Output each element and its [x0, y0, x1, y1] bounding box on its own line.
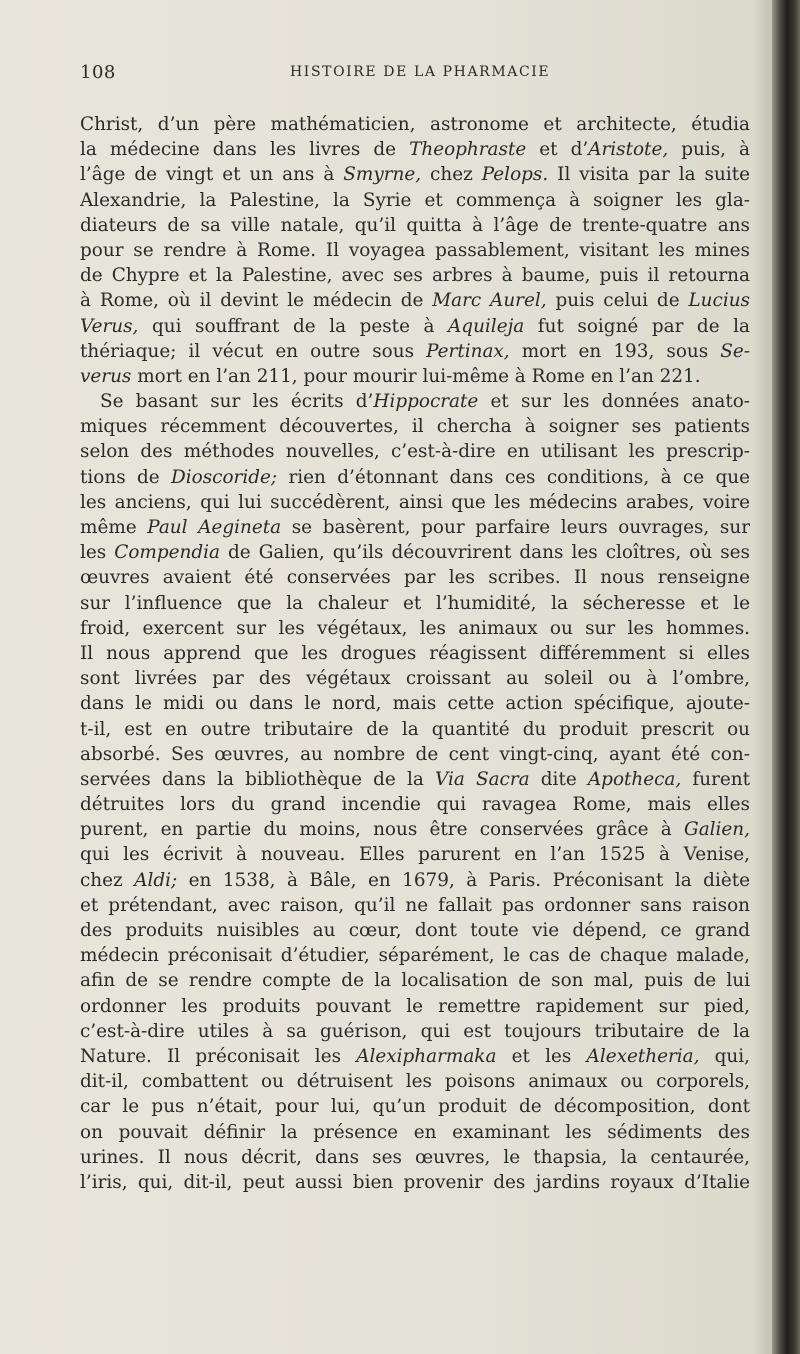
- text-segment: urines. Il nous décrit, dans ses œuvres, le thapsia, la centaurée,: [80, 1146, 750, 1168]
- text-line: [80, 112, 750, 137]
- text-line: [80, 540, 750, 565]
- text-segment: purent, en partie du moins, nous être conservées grâce à: [80, 819, 684, 841]
- text-segment: chez: [421, 164, 482, 186]
- text-segment: à Rome, où il devint le médecin de: [80, 290, 433, 312]
- text-line: [80, 1094, 750, 1119]
- text-segment: des produits nuisibles au cœur, dont toute vie dépend, ce grand: [80, 920, 750, 941]
- text-segment: sur l’influence que la chaleur et l’humidité, la sécheresse et le: [80, 592, 750, 614]
- text-segment: tions de: [80, 466, 172, 488]
- text-segment: dite: [529, 768, 588, 790]
- text-segment: mort en 193, sous: [509, 340, 721, 362]
- italic-name: Se-: [720, 340, 750, 362]
- italic-name: Pertinax,: [426, 340, 510, 362]
- text-line: [80, 616, 750, 641]
- italic-name: Compendia: [114, 542, 220, 564]
- text-segment: chez: [80, 869, 135, 891]
- text-segment: puis celui de: [546, 290, 689, 312]
- book-binding-edge: [772, 0, 800, 1354]
- text-segment: froid, exercent sur les végétaux, les animaux ou sur les hommes.: [80, 617, 750, 639]
- text-line: [80, 288, 750, 313]
- text-segment: afin de se rendre compte de la localisation de son mal, puis de lui: [80, 970, 750, 992]
- text-segment: et les: [496, 1045, 587, 1067]
- text-segment: qui,: [699, 1045, 750, 1067]
- text-segment: et prétendant, avec raison, qu’il ne fallait pas ordonner sans raison: [80, 894, 750, 916]
- text-segment: la médecine dans les livres de: [80, 139, 410, 161]
- text-line: [80, 1120, 750, 1145]
- italic-name: Lucius: [688, 290, 750, 312]
- text-segment: furent: [681, 768, 750, 790]
- text-line: [80, 666, 750, 691]
- text-segment: Alexandrie, la Palestine, la Syrie et commença à soigner les gla-: [80, 189, 750, 211]
- italic-name: Theophraste: [409, 139, 527, 161]
- text-segment: thériaque; il vécut en outre sous: [80, 340, 427, 362]
- italic-name: Aldi;: [134, 869, 178, 891]
- page-header: [80, 62, 750, 88]
- text-segment: les: [80, 542, 115, 564]
- italic-name: Dioscoride;: [171, 466, 278, 488]
- text-line: [80, 817, 750, 842]
- text-segment: Il visita par la suite: [548, 164, 750, 186]
- text-line: [80, 263, 750, 288]
- text-segment: t-il, est en outre tributaire de la quantité du produit prescrit ou: [80, 718, 750, 740]
- text-segment: en 1538, à Bâle, en 1679, à Paris. Préconisant la diète: [177, 869, 750, 891]
- text-segment: ordonner les produits pouvant le remettre rapidement sur pied,: [80, 995, 750, 1017]
- text-line: [80, 641, 750, 666]
- text-segment: Se basant sur les écrits d’: [100, 391, 374, 413]
- text-segment: pour se rendre à Rome. Il voyagea passablement, visitant les mines: [80, 239, 750, 261]
- text-line: [80, 742, 750, 767]
- text-segment: dit-il, combattent ou détruisent les poisons animaux ou corporels,: [80, 1071, 750, 1093]
- text-line: [80, 1145, 750, 1170]
- text-line: [80, 994, 750, 1019]
- text-segment: mort en l’an 211, pour mourir lui-même à Rome en l’an 221.: [131, 365, 701, 387]
- text-segment: on pouvait définir la présence en examinant les sédiments des: [80, 1121, 750, 1143]
- text-segment: absorbé. Ses œuvres, au nombre de cent vingt-cinq, ayant été con-: [80, 743, 750, 765]
- text-line: [80, 414, 750, 439]
- text-segment: puis, à: [668, 139, 750, 161]
- italic-name: Alexetheria,: [586, 1045, 700, 1067]
- page-number: 108: [80, 62, 116, 83]
- text-line: [80, 137, 750, 162]
- text-line: [80, 465, 750, 490]
- text-line: [80, 1069, 750, 1094]
- text-line: [80, 842, 750, 867]
- italic-name: Smyrne,: [343, 164, 422, 186]
- text-segment: de Galien, qu’ils découvrirent dans les cloîtres, où ses: [219, 542, 750, 564]
- text-segment: les anciens, qui lui succédèrent, ainsi que les médecins arabes, voire: [80, 491, 750, 513]
- italic-name: Aquileja: [448, 315, 525, 337]
- italic-name: Verus,: [80, 315, 139, 337]
- text-line: [80, 314, 750, 339]
- text-segment: selon des méthodes nouvelles, c’est-à-dire en utilisant les prescrip-: [80, 441, 750, 463]
- text-segment: l’âge de vingt et un ans à: [80, 164, 344, 186]
- text-line: [80, 591, 750, 616]
- text-segment: qui souffrant de la peste à: [138, 315, 449, 337]
- text-line: [80, 691, 750, 716]
- text-segment: détruites lors du grand incendie qui ravagea Rome, mais elles: [80, 794, 750, 816]
- text-line: [80, 213, 750, 238]
- italic-name: Apotheca,: [587, 768, 682, 790]
- text-line: [80, 515, 750, 540]
- italic-name: Aristote,: [588, 139, 669, 161]
- text-segment: Il nous apprend que les drogues réagissent différemment si elles: [80, 642, 750, 664]
- italic-name: Marc Aurel,: [432, 290, 547, 312]
- text-line: [80, 1044, 750, 1069]
- text-line: [80, 439, 750, 464]
- text-segment: et sur les données anato-: [478, 391, 750, 413]
- text-line: [80, 490, 750, 515]
- text-segment: fut soigné par de la: [524, 315, 750, 337]
- body-text: [80, 112, 750, 1195]
- text-segment: qui les écrivit à nouveau. Elles parurent en l’an 1525 à Venise,: [80, 844, 750, 866]
- text-segment: c’est-à-dire utiles à sa guérison, qui est toujours tributaire de la: [80, 1020, 750, 1042]
- text-segment: Christ, d’un père mathématicien, astronome et architecte, étudia: [80, 114, 750, 135]
- text-line: [80, 1170, 750, 1195]
- text-line: [80, 968, 750, 993]
- italic-name: Pelops.: [481, 164, 549, 186]
- text-segment: servées dans la bibliothèque de la: [80, 768, 435, 790]
- text-segment: diateurs de sa ville natale, qu’il quitta à l’âge de trente-quatre ans: [80, 214, 750, 236]
- text-segment: même: [80, 517, 148, 538]
- text-line: [80, 943, 750, 968]
- text-line: [80, 162, 750, 187]
- text-line: [80, 1019, 750, 1044]
- text-line: [80, 238, 750, 263]
- text-segment: miques récemment découvertes, il chercha à soigner ses patients: [80, 416, 750, 438]
- text-segment: et d’: [526, 139, 589, 161]
- text-line: [80, 792, 750, 817]
- text-line: [80, 717, 750, 742]
- italic-name: verus: [80, 365, 132, 387]
- text-line: [80, 389, 750, 414]
- text-segment: l’iris, qui, dit-il, peut aussi bien provenir des jardins royaux d’Italie: [80, 1171, 750, 1193]
- text-line: [80, 767, 750, 792]
- text-segment: de Chypre et la Palestine, avec ses arbres à baume, puis il retourna: [80, 265, 750, 287]
- text-segment: Nature. Il préconisait les: [80, 1045, 357, 1067]
- text-segment: médecin préconisait d’étudier, séparément, le cas de chaque malade,: [80, 945, 750, 967]
- text-line: [80, 188, 750, 213]
- text-segment: dans le midi ou dans le nord, mais cette action spécifique, ajoute-: [80, 693, 750, 715]
- text-line: [80, 918, 750, 943]
- text-line: [80, 893, 750, 918]
- text-line: [80, 364, 750, 389]
- text-segment: sont livrées par des végétaux croissant au soleil ou à l’ombre,: [80, 668, 750, 690]
- text-line: [80, 868, 750, 893]
- text-segment: rien d’étonnant dans ces conditions, à ce que: [277, 466, 750, 488]
- text-segment: œuvres avaient été conservées par les scribes. Il nous renseigne: [80, 567, 750, 589]
- text-segment: se basèrent, pour parfaire leurs ouvrages, sur: [281, 517, 750, 538]
- italic-name: Hippocrate: [373, 391, 479, 413]
- italic-name: Via Sacra: [435, 768, 530, 790]
- italic-name: Paul Aegineta: [147, 517, 282, 538]
- text-line: [80, 339, 750, 364]
- text-segment: car le pus n’était, pour lui, qu’un produit de décomposition, dont: [80, 1096, 750, 1118]
- italic-name: Alexipharmaka: [356, 1045, 497, 1067]
- running-title: HISTOIRE DE LA PHARMACIE: [290, 64, 551, 80]
- text-line: [80, 565, 750, 590]
- italic-name: Galien,: [684, 819, 750, 841]
